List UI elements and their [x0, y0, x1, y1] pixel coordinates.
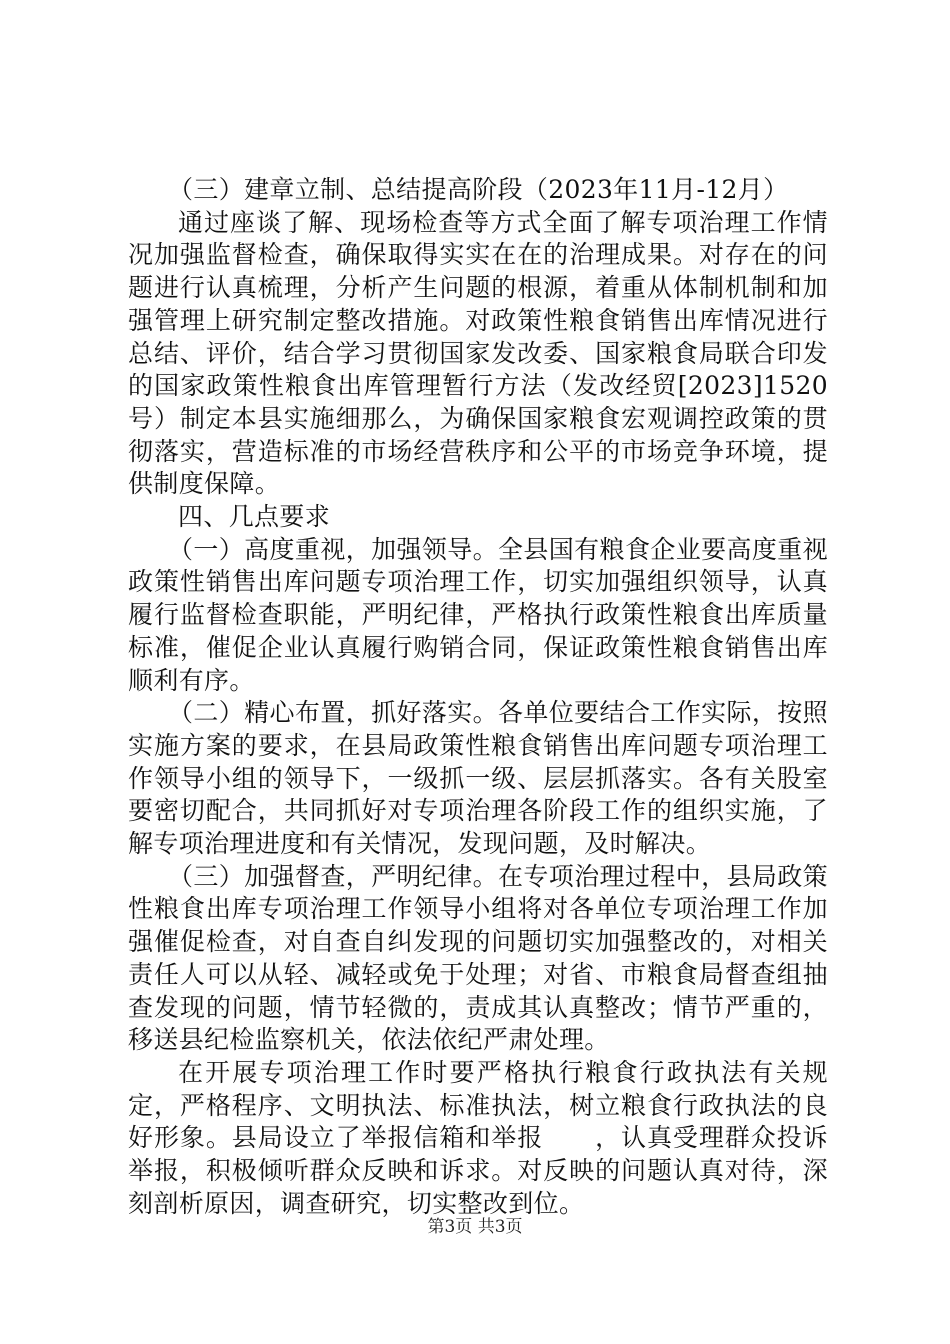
paragraph-closing: 在开展专项治理工作时要严格执行粮食行政执法有关规定，严格程序、文明执法、标准执法，树立粮食行政执法的良好形象。县局设立了举报信箱和举报 ，认真受理群众投诉举报，积极倾听群众反映和诉求。对反映的问题认真对待，深刻剖析原因，调查研究，切实整改到位。: [128, 1057, 828, 1218]
paragraph-requirement-two: （二）精心布置，抓好落实。各单位要结合工作实际，按照实施方案的要求，在县局政策性粮食销售出库问题专项治理工作领导小组的领导下，一级抓一级、层层抓落实。各有关股室要密切配合，共同抓好对专项治理各阶段工作的组织实施，了解专项治理进度和有关情况，发现问题，及时解决。: [128, 698, 828, 859]
paragraph-stage-three-body: 通过座谈了解、现场检查等方式全面了解专项治理工作情况加强监督检查，确保取得实实在在的治理成果。对存在的问题进行认真梳理，分析产生问题的根源，着重从体制机制和加强管理上研究制定整改措施。对政策性粮食销售出库情况进行总结、评价，结合学习贯彻国家发改委、国家粮食局联合印发的国家政策性粮食出库管理暂行方法（发改经贸[2023]1520号）制定本县实施细那么，为确保国家粮食宏观调控政策的贯彻落实，营造标准的市场经营秩序和公平的市场竞争环境，提供制度保障。: [128, 207, 828, 499]
page-number-footer: 第3页 共3页: [427, 1217, 523, 1237]
paragraph-requirement-one: （一）高度重视，加强领导。全县国有粮食企业要高度重视政策性销售出库问题专项治理工作，切实加强组织领导，认真履行监督检查职能，严明纪律，严格执行政策性粮食出库质量标准，催促企业认真履行购销合同，保证政策性粮食销售出库顺利有序。: [128, 534, 828, 695]
section-heading-requirements: 四、几点要求: [178, 502, 331, 532]
document-body: [128, 174, 828, 1221]
section-heading-stage-three: （三）建章立制、总结提高阶段（2023年11月-12月）: [168, 175, 789, 204]
paragraph-requirement-three: （三）加强督查，严明纪律。在专项治理过程中，县局政策性粮食出库专项治理工作领导小组将对各单位专项治理工作加强催促检查，对自查自纠发现的问题切实加强整改的，对相关责任人可以从轻、减轻或免于处理；对省、市粮食局督查组抽查发现的问题，情节轻微的，责成其认真整改；情节严重的，移送县纪检监察机关，依法依纪严肃处理。: [128, 861, 828, 1055]
